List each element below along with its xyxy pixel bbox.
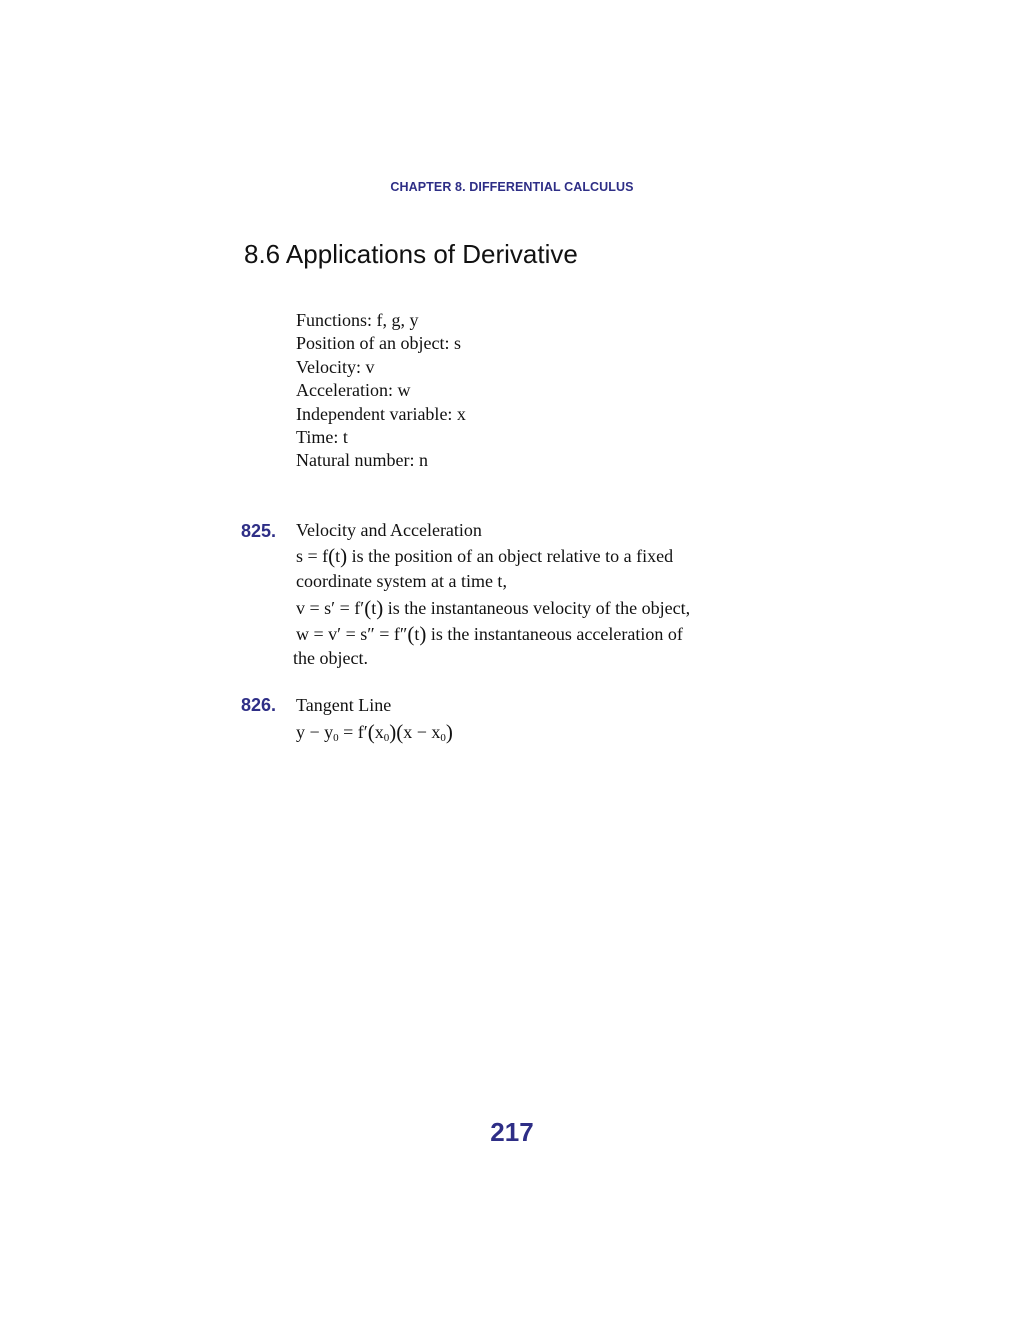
item-826-number: 826. — [241, 695, 277, 715]
item-825-line-2: coordinate system at a time t, — [296, 571, 507, 591]
acceleration-equation: w = v′ = s″ = f″(t) — [296, 622, 427, 646]
notation-item: Position of an object: s — [296, 333, 461, 354]
page-number: 217 — [490, 1117, 534, 1147]
item-825-line-4-text: is the instantaneous acceleration of — [430, 624, 683, 644]
velocity-equation: v = s′ = f′(t) — [296, 596, 384, 620]
position-equation: s = f(t) — [296, 544, 348, 568]
notation-item: Natural number: n — [296, 450, 428, 471]
item-825-line-1-text: is the position of an object relative to a fixed — [351, 546, 674, 566]
item-825-number: 825. — [241, 521, 277, 541]
item-825-line-3 — [296, 595, 690, 620]
section-title: 8.6 Applications of Derivative — [244, 239, 578, 269]
notation-item: Acceleration: w — [296, 380, 411, 401]
chapter-header: CHAPTER 8. DIFFERENTIAL CALCULUS — [390, 180, 634, 194]
notation-item: Time: t — [296, 427, 348, 448]
item-825-line-3-text: is the instantaneous velocity of the object, — [387, 598, 691, 618]
tangent-line-equation: $y - y_0 = f'(x_0)(x - x_0)$ — [296, 720, 453, 744]
item-825-line-5: the object. — [293, 648, 368, 668]
item-825-line-1 — [296, 543, 673, 568]
notation-item: Independent variable: x — [296, 403, 466, 424]
notation-list — [296, 309, 466, 473]
item-826-title: Tangent Line — [296, 695, 392, 715]
notation-item: Velocity: v — [296, 356, 375, 377]
notation-item: Functions: f, g, y — [296, 310, 419, 330]
item-825-title: Velocity and Acceleration — [296, 520, 482, 540]
item-825-line-4 — [296, 621, 683, 646]
